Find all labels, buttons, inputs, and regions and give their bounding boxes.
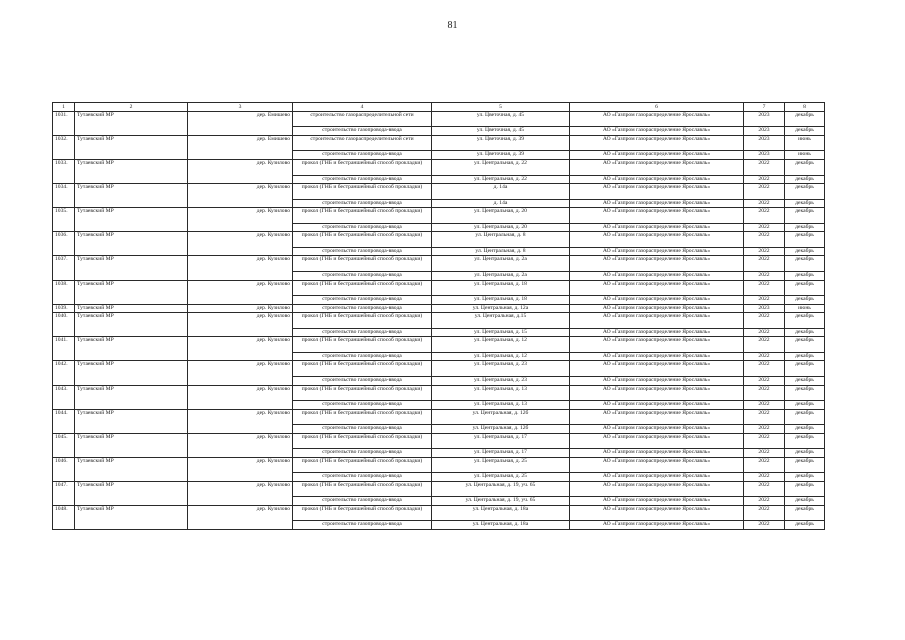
address-cell: ул. Центральная, д. 22 <box>432 175 570 184</box>
month-cell: декабрь <box>785 385 825 400</box>
work-cell: строительство газопровода-ввода <box>293 295 432 304</box>
year-cell: 2022 <box>744 184 785 199</box>
table-row <box>53 361 825 376</box>
organization-cell: АО «Газпром газораспределение Ярославль» <box>570 376 744 385</box>
year-cell: 2022 <box>744 385 785 400</box>
month-cell: декабрь <box>785 295 825 304</box>
work-cell: прокол (ГНБ и бестраншейный способ прокладки) <box>293 160 432 175</box>
organization-cell: АО «Газпром газораспределение Ярославль» <box>570 400 744 409</box>
work-cell: строительство газораспределительной сети <box>293 136 432 151</box>
work-cell: строительство газопровода-ввода <box>293 376 432 385</box>
address-cell: д. 14а <box>432 199 570 208</box>
organization-cell: АО «Газпром газораспределение Ярославль» <box>570 208 744 223</box>
organization-cell: АО «Газпром газораспределение Ярославль» <box>570 199 744 208</box>
month-cell: декабрь <box>785 409 825 424</box>
settlement-cell: дер. Кузилово <box>188 505 293 529</box>
work-cell: прокол (ГНБ и бестраншейный способ прокладки) <box>293 409 432 424</box>
month-cell: декабрь <box>785 199 825 208</box>
settlement-cell: дер. Кузилово <box>188 361 293 385</box>
month-cell: декабрь <box>785 457 825 472</box>
table-row <box>53 481 825 496</box>
district-cell: Тутаевский МР <box>75 385 188 409</box>
month-cell: декабрь <box>785 160 825 175</box>
year-cell: 2022 <box>744 160 785 175</box>
organization-cell: АО «Газпром газораспределение Ярославль» <box>570 304 744 313</box>
page-number: 81 <box>447 20 458 31</box>
work-cell: прокол (ГНБ и бестраншейный способ прокладки) <box>293 256 432 271</box>
year-cell: 2023 <box>744 127 785 136</box>
month-cell: декабрь <box>785 497 825 506</box>
table-row <box>53 457 825 472</box>
year-cell: 2022 <box>744 521 785 530</box>
district-cell: Тутаевский МР <box>75 184 188 208</box>
address-cell: ул. Центральная, д. 18 <box>432 280 570 295</box>
month-cell: июнь <box>785 151 825 160</box>
work-cell: строительство газопровода-ввода <box>293 247 432 256</box>
table-row <box>53 184 825 199</box>
settlement-cell: дер. Кузилово <box>188 409 293 433</box>
table-row <box>53 409 825 424</box>
row-number: 1041. <box>53 337 75 361</box>
year-cell: 2023 <box>744 304 785 313</box>
organization-cell: АО «Газпром газораспределение Ярославль» <box>570 184 744 199</box>
year-cell: 2022 <box>744 208 785 223</box>
month-cell: декабрь <box>785 328 825 337</box>
month-cell: декабрь <box>785 232 825 247</box>
month-cell: декабрь <box>785 425 825 434</box>
month-cell: декабрь <box>785 433 825 448</box>
row-number: 1034. <box>53 184 75 208</box>
organization-cell: АО «Газпром газораспределение Ярославль» <box>570 385 744 400</box>
row-number: 1033. <box>53 160 75 184</box>
organization-cell: АО «Газпром газораспределение Ярославль» <box>570 112 744 127</box>
year-cell: 2022 <box>744 409 785 424</box>
row-number: 1042. <box>53 361 75 385</box>
address-cell: ул. Центральная, д. 15 <box>432 328 570 337</box>
address-cell: ул. Центральная, д. 19, уч. 65 <box>432 481 570 496</box>
settlement-cell: дер. Кузилово <box>188 280 293 304</box>
district-cell: Тутаевский МР <box>75 313 188 337</box>
works-table <box>52 102 825 530</box>
month-cell: декабрь <box>785 208 825 223</box>
organization-cell: АО «Газпром газораспределение Ярославль» <box>570 337 744 352</box>
year-cell: 2023 <box>744 112 785 127</box>
month-cell: декабрь <box>785 505 825 520</box>
address-cell: ул. Центральная, д. 12 <box>432 352 570 361</box>
row-number: 1039. <box>53 304 75 313</box>
address-cell: ул. Центральная, д. 25 <box>432 457 570 472</box>
district-cell: Тутаевский МР <box>75 112 188 136</box>
settlement-cell: дер. Кузилово <box>188 457 293 481</box>
address-cell: ул. Центральная, д. 25 <box>432 473 570 482</box>
row-number: 1043. <box>53 385 75 409</box>
address-cell: ул. Центральная, д. 12 <box>432 337 570 352</box>
address-cell: ул. Центральная, д. 17 <box>432 449 570 458</box>
organization-cell: АО «Газпром газораспределение Ярославль» <box>570 505 744 520</box>
address-cell: ул. Центральная, д. 20 <box>432 223 570 232</box>
year-cell: 2022 <box>744 361 785 376</box>
header-cell: 7 <box>744 103 785 112</box>
year-cell: 2023 <box>744 151 785 160</box>
year-cell: 2022 <box>744 199 785 208</box>
organization-cell: АО «Газпром газораспределение Ярославль» <box>570 449 744 458</box>
district-cell: Тутаевский МР <box>75 256 188 280</box>
settlement-cell: дер. Кузилово <box>188 256 293 280</box>
year-cell: 2022 <box>744 295 785 304</box>
address-cell: ул. Центральная, д. 20 <box>432 208 570 223</box>
month-cell: декабрь <box>785 280 825 295</box>
header-row <box>53 103 825 112</box>
header-cell: 1 <box>53 103 75 112</box>
work-cell: строительство газопровода-ввода <box>293 497 432 506</box>
organization-cell: АО «Газпром газораспределение Ярославль» <box>570 295 744 304</box>
address-cell: ул. Цветочная, д. 39 <box>432 136 570 151</box>
settlement-cell: дер. Емишево <box>188 136 293 160</box>
organization-cell: АО «Газпром газораспределение Ярославль» <box>570 247 744 256</box>
table-row <box>53 280 825 295</box>
organization-cell: АО «Газпром газораспределение Ярославль» <box>570 232 744 247</box>
row-number: 1037. <box>53 256 75 280</box>
district-cell: Тутаевский МР <box>75 481 188 505</box>
year-cell: 2022 <box>744 175 785 184</box>
row-number: 1044. <box>53 409 75 433</box>
work-cell: прокол (ГНБ и бестраншейный способ прокладки) <box>293 280 432 295</box>
district-cell: Тутаевский МР <box>75 280 188 304</box>
month-cell: декабрь <box>785 481 825 496</box>
header-cell: 5 <box>432 103 570 112</box>
organization-cell: АО «Газпром газораспределение Ярославль» <box>570 433 744 448</box>
year-cell: 2022 <box>744 400 785 409</box>
address-cell: ул. Центральная, д. 13 <box>432 385 570 400</box>
work-cell: строительство газораспределительной сети <box>293 112 432 127</box>
district-cell: Тутаевский МР <box>75 337 188 361</box>
work-cell: строительство газопровода-ввода <box>293 151 432 160</box>
settlement-cell: дер. Кузилово <box>188 304 293 313</box>
work-cell: строительство газопровода-ввода <box>293 127 432 136</box>
organization-cell: АО «Газпром газораспределение Ярославль» <box>570 136 744 151</box>
organization-cell: АО «Газпром газораспределение Ярославль» <box>570 473 744 482</box>
work-cell: прокол (ГНБ и бестраншейный способ прокладки) <box>293 433 432 448</box>
year-cell: 2022 <box>744 337 785 352</box>
table-row <box>53 256 825 271</box>
month-cell: июнь <box>785 136 825 151</box>
month-cell: декабрь <box>785 127 825 136</box>
address-cell: ул. Цветочная, д. 45 <box>432 127 570 136</box>
year-cell: 2022 <box>744 256 785 271</box>
header-cell: 8 <box>785 103 825 112</box>
work-cell: строительство газопровода-ввода <box>293 223 432 232</box>
address-cell: ул. Центральная, д. 12б <box>432 425 570 434</box>
work-cell: прокол (ГНБ и бестраншейный способ прокладки) <box>293 505 432 520</box>
table-row <box>53 304 825 313</box>
organization-cell: АО «Газпром газораспределение Ярославль» <box>570 352 744 361</box>
work-cell: строительство газопровода-ввода <box>293 352 432 361</box>
year-cell: 2022 <box>744 223 785 232</box>
settlement-cell: дер. Кузилово <box>188 184 293 208</box>
organization-cell: АО «Газпром газораспределение Ярославль» <box>570 409 744 424</box>
work-cell: строительство газопровода-ввода <box>293 328 432 337</box>
row-number: 1036. <box>53 232 75 256</box>
month-cell: декабрь <box>785 521 825 530</box>
organization-cell: АО «Газпром газораспределение Ярославль» <box>570 280 744 295</box>
year-cell: 2022 <box>744 328 785 337</box>
work-cell: строительство газопровода-ввода <box>293 521 432 530</box>
settlement-cell: дер. Кузилово <box>188 160 293 184</box>
organization-cell: АО «Газпром газораспределение Ярославль» <box>570 127 744 136</box>
year-cell: 2022 <box>744 481 785 496</box>
district-cell: Тутаевский МР <box>75 457 188 481</box>
table-body <box>53 112 825 530</box>
work-cell: строительство газопровода-ввода <box>293 449 432 458</box>
year-cell: 2022 <box>744 352 785 361</box>
district-cell: Тутаевский МР <box>75 304 188 313</box>
work-cell: прокол (ГНБ и бестраншейный способ прокладки) <box>293 337 432 352</box>
address-cell: ул. Центральная, д. 2а <box>432 256 570 271</box>
address-cell: ул. Цветочная, д. 39 <box>432 151 570 160</box>
year-cell: 2022 <box>744 433 785 448</box>
month-cell: декабрь <box>785 247 825 256</box>
district-cell: Тутаевский МР <box>75 160 188 184</box>
table-row <box>53 112 825 127</box>
organization-cell: АО «Газпром газораспределение Ярославль» <box>570 313 744 328</box>
month-cell: декабрь <box>785 361 825 376</box>
address-cell: ул. Центральная, д. 8 <box>432 247 570 256</box>
address-cell: ул. Центральная, д. 23 <box>432 376 570 385</box>
address-cell: ул. Центральная, д. 12б <box>432 409 570 424</box>
address-cell: ул. Центральная, д. 18а <box>432 521 570 530</box>
address-cell: ул. Центральная, д.15 <box>432 313 570 328</box>
address-cell: ул. Центральная, д. 18а <box>432 505 570 520</box>
year-cell: 2022 <box>744 280 785 295</box>
address-cell: ул. Центральная, д. 22 <box>432 160 570 175</box>
table-row <box>53 385 825 400</box>
table-row <box>53 313 825 328</box>
month-cell: декабрь <box>785 352 825 361</box>
settlement-cell: дер. Кузилово <box>188 208 293 232</box>
row-number: 1047. <box>53 481 75 505</box>
month-cell: декабрь <box>785 175 825 184</box>
year-cell: 2023 <box>744 136 785 151</box>
work-cell: строительство газопровода-ввода <box>293 175 432 184</box>
work-cell: строительство газопровода-ввода <box>293 400 432 409</box>
month-cell: декабрь <box>785 256 825 271</box>
address-cell: ул. Центральная, д. 2а <box>432 271 570 280</box>
year-cell: 2022 <box>744 449 785 458</box>
table-row <box>53 337 825 352</box>
work-cell: строительство газопровода-ввода <box>293 473 432 482</box>
header-cell: 3 <box>188 103 293 112</box>
work-cell: прокол (ГНБ и бестраншейный способ прокладки) <box>293 481 432 496</box>
row-number: 1031. <box>53 112 75 136</box>
organization-cell: АО «Газпром газораспределение Ярославль» <box>570 256 744 271</box>
organization-cell: АО «Газпром газораспределение Ярославль» <box>570 223 744 232</box>
year-cell: 2022 <box>744 232 785 247</box>
year-cell: 2022 <box>744 313 785 328</box>
organization-cell: АО «Газпром газораспределение Ярославль» <box>570 175 744 184</box>
month-cell: декабрь <box>785 112 825 127</box>
table-row <box>53 505 825 520</box>
work-cell: строительство газопровода-ввода <box>293 425 432 434</box>
work-cell: прокол (ГНБ и бестраншейный способ прокладки) <box>293 184 432 199</box>
row-number: 1046. <box>53 457 75 481</box>
settlement-cell: дер. Кузилово <box>188 481 293 505</box>
organization-cell: АО «Газпром газораспределение Ярославль» <box>570 151 744 160</box>
organization-cell: АО «Газпром газораспределение Ярославль» <box>570 271 744 280</box>
settlement-cell: дер. Кузилово <box>188 385 293 409</box>
organization-cell: АО «Газпром газораспределение Ярославль» <box>570 521 744 530</box>
table-row <box>53 208 825 223</box>
settlement-cell: дер. Кузилово <box>188 313 293 337</box>
header-cell: 4 <box>293 103 432 112</box>
row-number: 1032. <box>53 136 75 160</box>
year-cell: 2022 <box>744 271 785 280</box>
settlement-cell: дер. Кузилово <box>188 433 293 457</box>
address-cell: ул. Центральная, д. 13 <box>432 400 570 409</box>
year-cell: 2022 <box>744 505 785 520</box>
year-cell: 2022 <box>744 473 785 482</box>
work-cell: прокол (ГНБ и бестраншейный способ прокладки) <box>293 313 432 328</box>
header-cell: 6 <box>570 103 744 112</box>
month-cell: декабрь <box>785 313 825 328</box>
address-cell: ул. Цветочная, д. 45 <box>432 112 570 127</box>
work-cell: строительство газопровода-ввода <box>293 199 432 208</box>
month-cell: декабрь <box>785 223 825 232</box>
month-cell: декабрь <box>785 449 825 458</box>
work-cell: прокол (ГНБ и бестраншейный способ прокладки) <box>293 385 432 400</box>
organization-cell: АО «Газпром газораспределение Ярославль» <box>570 328 744 337</box>
month-cell: декабрь <box>785 473 825 482</box>
table-row <box>53 433 825 448</box>
month-cell: декабрь <box>785 376 825 385</box>
work-cell: прокол (ГНБ и бестраншейный способ прокладки) <box>293 457 432 472</box>
month-cell: декабрь <box>785 337 825 352</box>
organization-cell: АО «Газпром газораспределение Ярославль» <box>570 457 744 472</box>
settlement-cell: дер. Кузилово <box>188 232 293 256</box>
address-cell: ул. Центральная, д. 18 <box>432 295 570 304</box>
work-cell: прокол (ГНБ и бестраншейный способ прокладки) <box>293 361 432 376</box>
work-cell: строительство газопровода-ввода <box>293 304 432 313</box>
header-cell: 2 <box>75 103 188 112</box>
row-number: 1045. <box>53 433 75 457</box>
address-cell: ул. Центральная, д. 23 <box>432 361 570 376</box>
district-cell: Тутаевский МР <box>75 409 188 433</box>
district-cell: Тутаевский МР <box>75 208 188 232</box>
month-cell: декабрь <box>785 271 825 280</box>
month-cell: декабрь <box>785 400 825 409</box>
district-cell: Тутаевский МР <box>75 232 188 256</box>
table-row <box>53 160 825 175</box>
address-cell: ул. Центральная, д. 12а <box>432 304 570 313</box>
district-cell: Тутаевский МР <box>75 136 188 160</box>
address-cell: ул. Центральная, д. 17 <box>432 433 570 448</box>
row-number: 1038. <box>53 280 75 304</box>
settlement-cell: дер. Емишево <box>188 112 293 136</box>
year-cell: 2022 <box>744 425 785 434</box>
year-cell: 2022 <box>744 376 785 385</box>
row-number: 1048. <box>53 505 75 529</box>
organization-cell: АО «Газпром газораспределение Ярославль» <box>570 361 744 376</box>
organization-cell: АО «Газпром газораспределение Ярославль» <box>570 497 744 506</box>
organization-cell: АО «Газпром газораспределение Ярославль» <box>570 160 744 175</box>
address-cell: д. 14а <box>432 184 570 199</box>
row-number: 1040. <box>53 313 75 337</box>
month-cell: июнь <box>785 304 825 313</box>
organization-cell: АО «Газпром газораспределение Ярославль» <box>570 481 744 496</box>
table-row <box>53 232 825 247</box>
year-cell: 2022 <box>744 497 785 506</box>
work-cell: строительство газопровода-ввода <box>293 271 432 280</box>
year-cell: 2022 <box>744 247 785 256</box>
month-cell: декабрь <box>785 184 825 199</box>
work-cell: прокол (ГНБ и бестраншейный способ прокладки) <box>293 208 432 223</box>
organization-cell: АО «Газпром газораспределение Ярославль» <box>570 425 744 434</box>
settlement-cell: дер. Кузилово <box>188 337 293 361</box>
year-cell: 2022 <box>744 457 785 472</box>
table-row <box>53 136 825 151</box>
address-cell: ул. Центральная, д. 8 <box>432 232 570 247</box>
address-cell: ул. Центральная, д. 19, уч. 65 <box>432 497 570 506</box>
district-cell: Тутаевский МР <box>75 361 188 385</box>
district-cell: Тутаевский МР <box>75 433 188 457</box>
row-number: 1035. <box>53 208 75 232</box>
district-cell: Тутаевский МР <box>75 505 188 529</box>
work-cell: прокол (ГНБ и бестраншейный способ прокладки) <box>293 232 432 247</box>
